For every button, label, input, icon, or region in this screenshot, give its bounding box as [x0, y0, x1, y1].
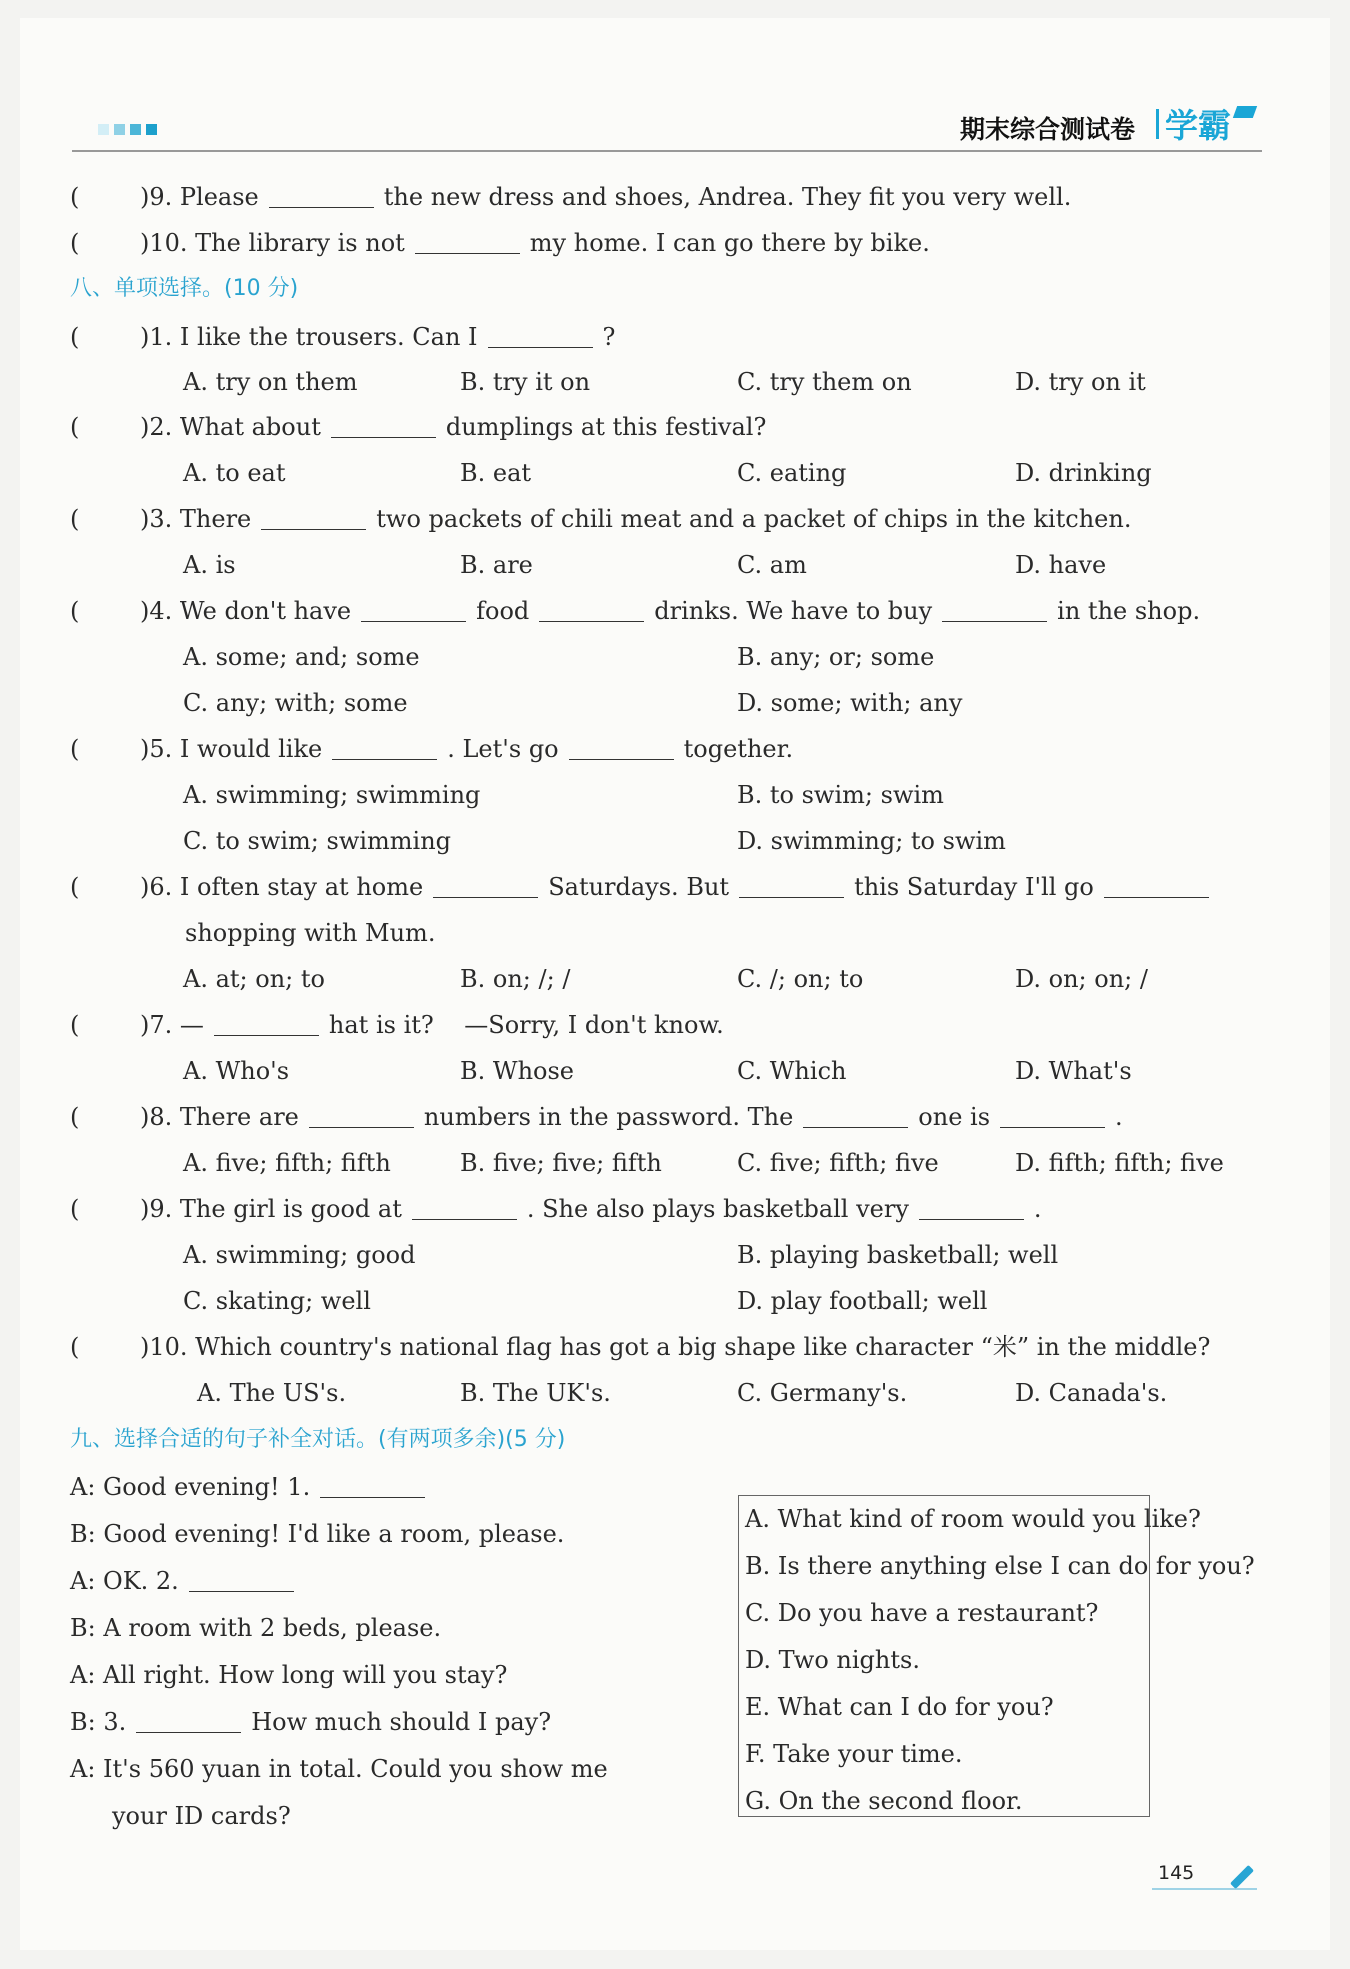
dialog-line: your ID cards?	[112, 1802, 291, 1830]
answer-blank[interactable]	[739, 875, 844, 898]
dialog-line: A: Good evening! 1.	[70, 1472, 435, 1502]
option: D. on; on; /	[1015, 965, 1148, 993]
question-top-9: )9. Please the new dress and shoes, Andrea. They fit you very well.	[140, 183, 1072, 211]
answer-blank[interactable]	[415, 231, 520, 254]
answer-paren: (	[70, 323, 80, 351]
box-option: F. Take your time.	[745, 1740, 963, 1768]
question-6-cont: shopping with Mum.	[185, 919, 436, 947]
option: A. is	[183, 551, 236, 579]
answer-blank[interactable]	[942, 599, 1047, 622]
box-option: A. What kind of room would you like?	[745, 1505, 1201, 1533]
option: C. five; fifth; five	[737, 1149, 939, 1177]
answer-blank[interactable]	[320, 1475, 425, 1498]
answer-blank[interactable]	[332, 737, 437, 760]
option: C. try them on	[737, 368, 912, 396]
option: B. any; or; some	[737, 643, 935, 671]
answer-blank[interactable]	[1104, 875, 1209, 898]
option: B. eat	[460, 459, 532, 487]
answer-blank[interactable]	[189, 1569, 294, 1592]
box-option: C. Do you have a restaurant?	[745, 1599, 1099, 1627]
option: A. at; on; to	[183, 965, 325, 993]
option: B. on; /; /	[460, 965, 571, 993]
brand-text: 学霸	[1165, 106, 1231, 145]
answer-blank[interactable]	[803, 1105, 908, 1128]
option: D. What's	[1015, 1057, 1132, 1085]
page-number: 145	[1158, 1862, 1195, 1884]
option: D. try on it	[1015, 368, 1146, 396]
dialog-line: B: A room with 2 beds, please.	[70, 1614, 442, 1642]
answer-blank[interactable]	[1000, 1105, 1105, 1128]
option: B. playing basketball; well	[737, 1241, 1059, 1269]
answer-blank[interactable]	[136, 1710, 241, 1733]
answer-paren: (	[70, 1195, 80, 1223]
option: B. are	[460, 551, 533, 579]
dialog-line: B: 3. How much should I pay?	[70, 1708, 552, 1736]
answer-blank[interactable]	[412, 1197, 517, 1220]
option: D. drinking	[1015, 459, 1152, 487]
answer-blank[interactable]	[919, 1197, 1024, 1220]
option: B. five; five; fifth	[460, 1149, 662, 1177]
answer-blank[interactable]	[214, 1013, 319, 1036]
option: D. have	[1015, 551, 1107, 579]
header-title: 期末综合测试卷	[959, 115, 1135, 144]
answer-blank[interactable]	[488, 325, 593, 348]
section-8-title: 八、单项选择。(10 分)	[70, 276, 299, 301]
box-option: G. On the second floor.	[745, 1787, 1023, 1815]
box-option: D. Two nights.	[745, 1646, 920, 1674]
answer-paren: (	[70, 183, 80, 211]
option: A. some; and; some	[183, 643, 420, 671]
option: D. some; with; any	[737, 689, 963, 717]
answer-paren: (	[70, 735, 80, 763]
option: C. to swim; swimming	[183, 827, 452, 855]
answer-blank[interactable]	[433, 875, 538, 898]
answer-paren: (	[70, 229, 80, 257]
cap-icon	[1233, 106, 1257, 118]
question-1: )1. I like the trousers. Can I ?	[140, 323, 616, 351]
answer-blank[interactable]	[361, 599, 466, 622]
header-decoration	[98, 124, 157, 135]
option: C. any; with; some	[183, 689, 408, 717]
option: C. eating	[737, 459, 847, 487]
question-9: )9. The girl is good at . She also plays basketball very .	[140, 1195, 1042, 1223]
question-8: )8. There are numbers in the password. The one is .	[140, 1103, 1123, 1131]
option: D. Canada's.	[1015, 1379, 1168, 1407]
option: A. swimming; good	[183, 1241, 416, 1269]
answer-blank[interactable]	[331, 415, 436, 438]
option: D. fifth; fifth; five	[1015, 1149, 1224, 1177]
answer-paren: (	[70, 1103, 80, 1131]
question-top-10: )10. The library is not my home. I can go there by bike.	[140, 229, 930, 257]
answer-blank[interactable]	[261, 507, 366, 530]
question-7: )7. — hat is it? —Sorry, I don't know.	[140, 1011, 724, 1039]
option: B. to swim; swim	[737, 781, 944, 809]
box-option: B. Is there anything else I can do for you?	[745, 1552, 1255, 1580]
page-number-rule	[1152, 1888, 1257, 1890]
option: A. swimming; swimming	[183, 781, 481, 809]
option: B. The UK's.	[460, 1379, 611, 1407]
dialog-line: A: All right. How long will you stay?	[70, 1661, 508, 1689]
answer-paren: (	[70, 1333, 80, 1361]
option: A. The US's.	[197, 1379, 347, 1407]
dialog-line: B: Good evening! I'd like a room, please.	[70, 1520, 565, 1548]
question-6: )6. I often stay at home Saturdays. But this Saturday I'll go	[140, 872, 1219, 902]
brand-logo	[1156, 100, 1255, 147]
answer-paren: (	[70, 597, 80, 625]
option: B. Whose	[460, 1057, 574, 1085]
question-3: )3. There two packets of chili meat and a packet of chips in the kitchen.	[140, 505, 1132, 533]
answer-blank[interactable]	[569, 737, 674, 760]
section-9-title: 九、选择合适的句子补全对话。(有两项多余)(5 分)	[70, 1427, 566, 1452]
option: C. /; on; to	[737, 965, 864, 993]
answer-blank[interactable]	[269, 185, 374, 208]
option: A. Who's	[183, 1057, 290, 1085]
header-rule	[72, 150, 1262, 152]
dialog-line: A: It's 560 yuan in total. Could you show me	[70, 1755, 608, 1783]
question-10: )10. Which country's national flag has got a big shape like character “米” in the middle?	[140, 1333, 1211, 1361]
option: A. five; fifth; fifth	[183, 1149, 391, 1177]
option: D. play football; well	[737, 1287, 988, 1315]
option: C. am	[737, 551, 807, 579]
options-box	[738, 1495, 1255, 1817]
option: B. try it on	[460, 368, 591, 396]
option: C. Germany's.	[737, 1379, 908, 1407]
option: C. skating; well	[183, 1287, 371, 1315]
answer-paren: (	[70, 413, 80, 441]
box-option: E. What can I do for you?	[745, 1693, 1054, 1721]
question-5: )5. I would like . Let's go together.	[140, 735, 794, 763]
option: D. swimming; to swim	[737, 827, 1006, 855]
answer-blank[interactable]	[539, 599, 644, 622]
answer-paren: (	[70, 1011, 80, 1039]
option: C. Which	[737, 1057, 847, 1085]
option: A. to eat	[183, 459, 286, 487]
answer-paren: (	[70, 505, 80, 533]
option: A. try on them	[183, 368, 358, 396]
dialog-line: A: OK. 2.	[70, 1566, 304, 1596]
question-2: )2. What about dumplings at this festival?	[140, 413, 767, 441]
question-4: )4. We don't have food drinks. We have to buy in the shop.	[140, 597, 1201, 625]
answer-blank[interactable]	[309, 1105, 414, 1128]
answer-paren: (	[70, 873, 80, 901]
